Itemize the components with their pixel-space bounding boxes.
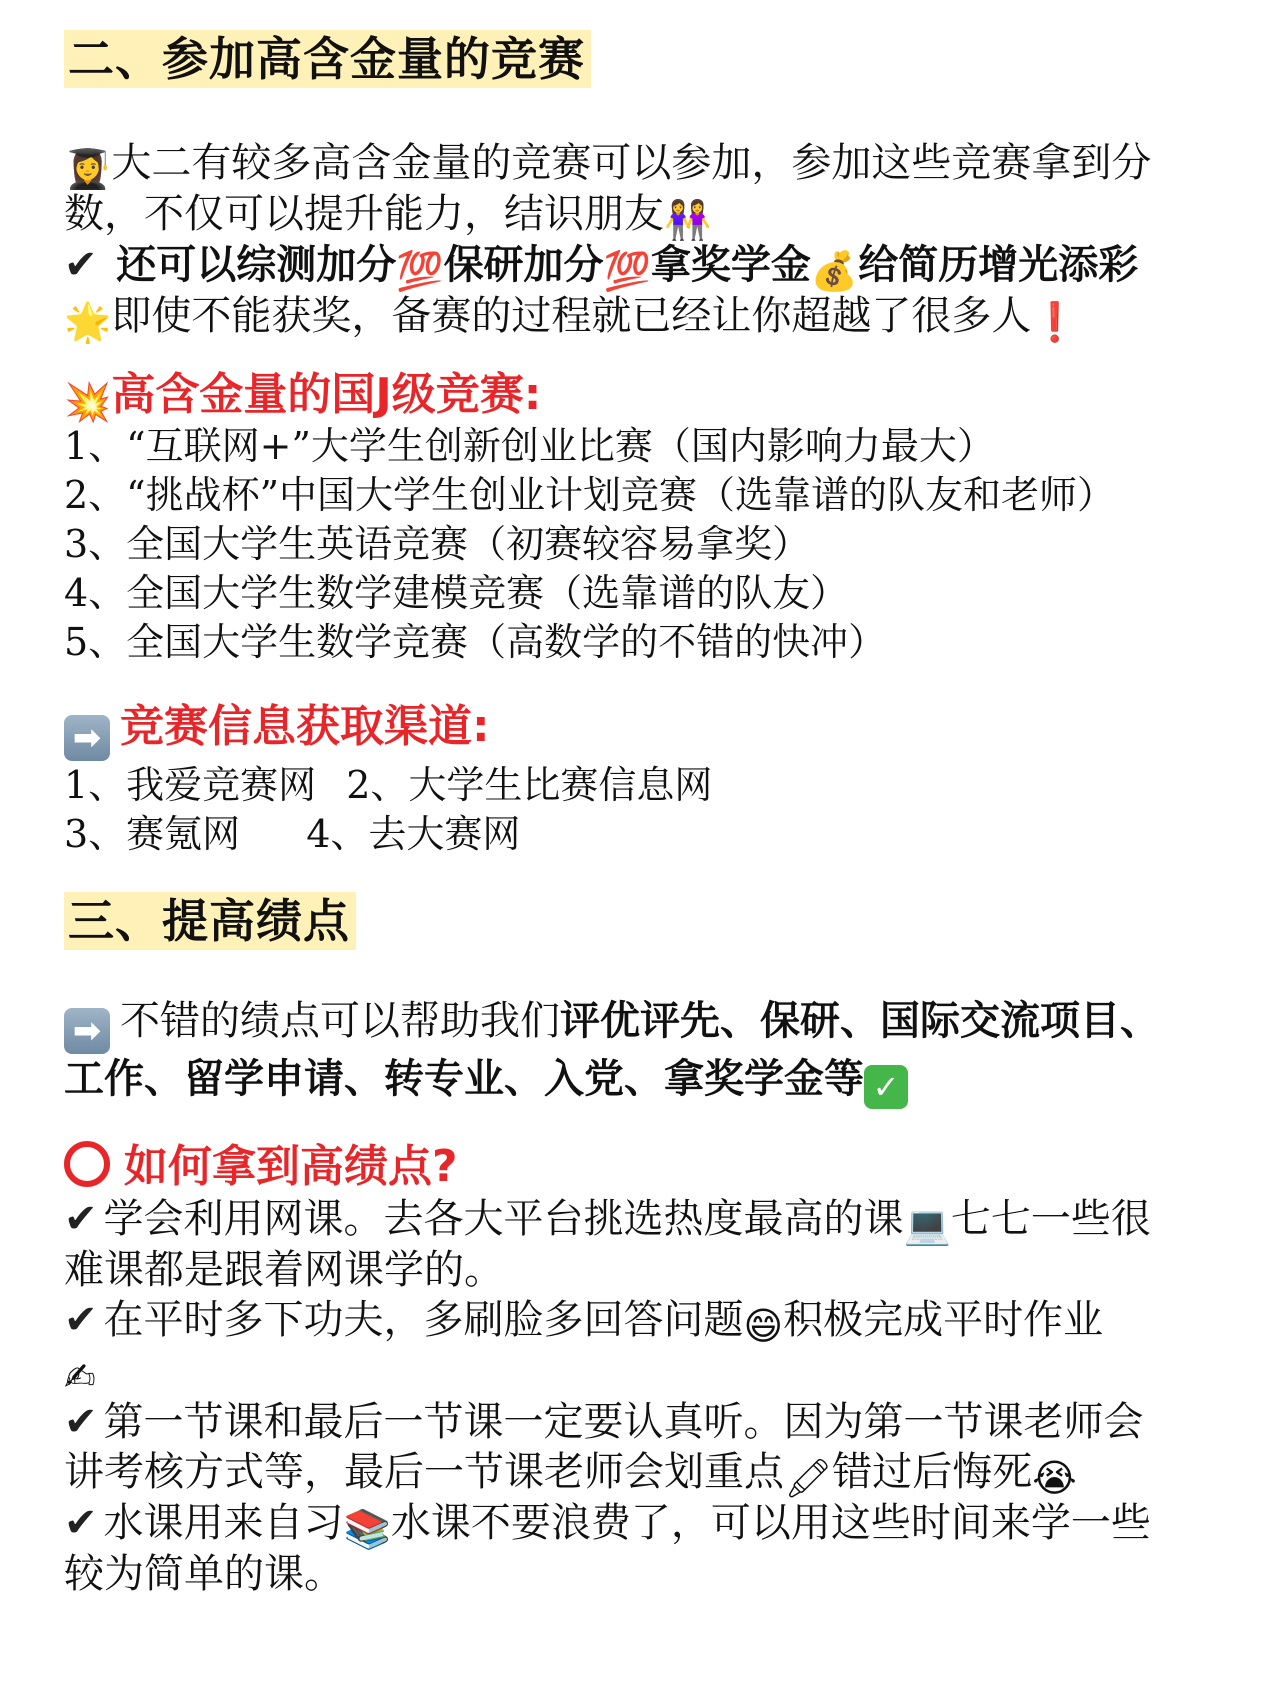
- crayon-icon: 🖍: [784, 1456, 833, 1500]
- channel-row-2: [64, 810, 1224, 859]
- tip-3-line-2: [64, 1447, 1224, 1498]
- section-heading-competitions: 二、参加高含金量的竞赛: [64, 30, 591, 88]
- tip-4-line-2: 较为简单的课。: [64, 1551, 344, 1597]
- gpa-benefits-list-1: 评优评先、保研、国际交流项目、: [560, 998, 1160, 1044]
- intro-line-2: [64, 189, 1224, 240]
- competition-item: 5、全国大学生数学竞赛（高数学的不错的快冲）: [64, 620, 887, 664]
- tip-2-line-1: [64, 1295, 1224, 1346]
- benefit-postgrad: 保研加分: [443, 242, 604, 288]
- competition-item: 2、“挑战杯”中国大学生创业计划竞赛（选靠谱的队友和老师）: [64, 473, 1116, 517]
- red-exclamation-icon: ❗: [1031, 300, 1079, 344]
- channel-item: 4、去大赛网: [306, 812, 521, 856]
- tip-text: 学会利用网课。去各大平台挑选热度最高的课: [103, 1196, 904, 1242]
- tip-text: 在平时多下功夫，多刷脸多回答问题: [103, 1297, 744, 1343]
- two-women-icon: 👭: [664, 198, 712, 242]
- books-icon: 📚: [343, 1507, 391, 1551]
- tip-text: 水课不要浪费了，可以用这些时间来学一些: [390, 1500, 1151, 1546]
- gpa-howto-title: 如何拿到高绩点?: [124, 1141, 458, 1192]
- benefit-points: 还可以综测加分: [116, 242, 397, 288]
- tip-4-line-1: [64, 1498, 1224, 1549]
- competitions-intro: [64, 138, 1224, 342]
- green-check-icon: ✓: [864, 1065, 908, 1109]
- check-mark-icon: ✔: [64, 242, 98, 288]
- right-arrow-icon: ➡: [64, 1008, 110, 1054]
- hundred-points-icon: 💯: [603, 249, 651, 293]
- gpa-howto: [64, 1140, 1224, 1599]
- tip-text: 第一节课和最后一节课一定要认真听。因为第一节课老师会: [103, 1399, 1144, 1445]
- check-mark-icon: ✔: [64, 1399, 98, 1445]
- intro-text-1: 大二有较多高含金量的竞赛可以参加，参加这些竞赛拿到分: [111, 140, 1152, 186]
- channel-row-1: [64, 761, 1224, 810]
- grinning-icon: 😄: [743, 1304, 784, 1348]
- national-competitions-title: 高含金量的国J级竞赛:: [111, 369, 542, 420]
- info-channels-title: 竞赛信息获取渠道:: [120, 701, 490, 752]
- glowing-star-icon: 🌟: [64, 300, 112, 344]
- tip-1-line-1: [64, 1194, 1224, 1245]
- check-mark-icon: ✔: [64, 1196, 98, 1242]
- student-icon: 👩‍🎓: [64, 147, 112, 191]
- gpa-benefits-intro: 不错的绩点可以帮助我们: [120, 998, 560, 1044]
- loudly-crying-icon: 😭: [1032, 1456, 1077, 1500]
- intro-line-1: [64, 138, 1224, 189]
- tip-3-line-1: [64, 1397, 1224, 1447]
- tip-text: 七七一些很: [950, 1196, 1151, 1242]
- info-channels-heading: [64, 700, 1224, 761]
- laptop-icon: 💻: [903, 1203, 951, 1247]
- tip-text: 讲考核方式等，最后一节课老师会划重点: [64, 1449, 784, 1495]
- check-mark-icon: ✔: [64, 1297, 98, 1343]
- tip-text: 积极完成平时作业: [783, 1297, 1104, 1343]
- tip-1-line-2: 难课都是跟着网课学的。: [64, 1247, 504, 1293]
- benefit-scholarship: 拿奖学金: [650, 242, 811, 288]
- intro-line-4: [64, 291, 1224, 342]
- national-competitions: [64, 368, 1224, 667]
- gpa-benefits-line-2: [64, 1054, 1224, 1109]
- gpa-howto-heading: [64, 1140, 1224, 1194]
- gpa-benefits-line-1: [64, 996, 1224, 1054]
- red-circle-icon: [64, 1141, 110, 1187]
- competition-item: 4、全国大学生数学建模竞赛（选靠谱的队友）: [64, 571, 849, 615]
- competition-item: 1、“互联网+”大学生创新创业比赛（国内影响力最大）: [64, 424, 995, 468]
- tip-text: 错过后悔死: [832, 1449, 1033, 1495]
- info-channels: [64, 700, 1224, 859]
- national-competitions-heading: [64, 368, 1224, 422]
- intro-text-4: 即使不能获奖，备赛的过程就已经让你超越了很多人: [111, 293, 1032, 339]
- competition-item: 3、全国大学生英语竞赛（初赛较容易拿奖）: [64, 522, 811, 566]
- intro-text-2: 数，不仅可以提升能力，结识朋友: [64, 191, 664, 237]
- tip-2-line-2: [64, 1346, 1224, 1397]
- collision-icon: 💥: [64, 380, 112, 424]
- right-arrow-icon: ➡: [64, 715, 110, 761]
- writing-hand-icon: ✍: [64, 1355, 96, 1399]
- channel-item: 2、大学生比赛信息网: [346, 763, 713, 807]
- intro-line-3: [64, 240, 1224, 291]
- channel-item: 3、赛氪网: [64, 812, 241, 856]
- tip-text: 水课用来自习: [103, 1500, 344, 1546]
- section-heading-gpa: 三、提高绩点: [64, 892, 356, 950]
- channel-item: 1、我爱竞赛网: [64, 763, 317, 807]
- gpa-benefits-list-2: 工作、留学申请、转专业、入党、拿奖学金等: [64, 1056, 864, 1102]
- hundred-points-icon: 💯: [396, 249, 444, 293]
- benefit-resume: 给简历增光添彩: [858, 242, 1139, 288]
- check-mark-icon: ✔: [64, 1500, 98, 1546]
- gpa-benefits: [64, 996, 1224, 1109]
- money-bag-icon: 💰: [810, 249, 859, 293]
